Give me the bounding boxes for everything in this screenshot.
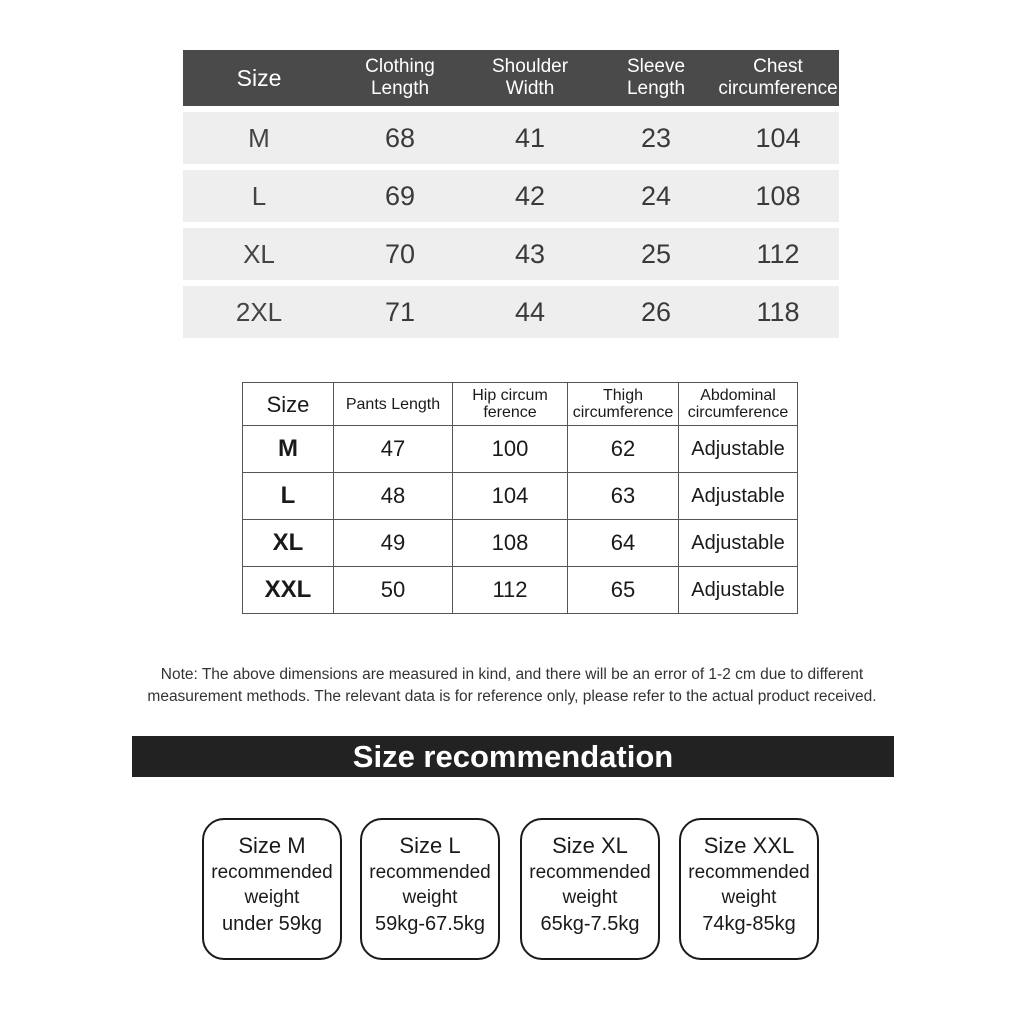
table-row xyxy=(243,473,798,520)
card-recommended: recommended xyxy=(529,862,651,883)
size-cell: XL xyxy=(243,238,275,269)
card-weight-label: weight xyxy=(244,887,300,908)
chest-cell: 108 xyxy=(755,180,801,211)
measurement-note xyxy=(120,664,904,708)
header-hip-circumference: Hip circum ference xyxy=(453,383,568,426)
card-size: Size XL xyxy=(552,833,628,858)
thigh-cell: 63 xyxy=(568,473,679,520)
clothing-length-cell: 70 xyxy=(384,238,416,269)
chest-cell: 118 xyxy=(756,296,800,327)
table-row xyxy=(243,426,798,473)
card-weight-label: weight xyxy=(562,887,618,908)
clothing-length-cell: 68 xyxy=(384,122,416,153)
hip-cell: 104 xyxy=(453,473,568,520)
pants-length-cell: 50 xyxy=(334,567,453,614)
card-weight-range: 59kg-67.5kg xyxy=(374,913,486,935)
pants-length-cell: 47 xyxy=(334,426,453,473)
hip-cell: 108 xyxy=(453,520,568,567)
shoulder-width-cell: 43 xyxy=(514,238,546,269)
pants-length-cell: 48 xyxy=(334,473,453,520)
hip-cell: 100 xyxy=(453,426,568,473)
shoulder-width-cell: 42 xyxy=(514,180,546,211)
size-cell: XL xyxy=(243,520,334,567)
chest-cell: 104 xyxy=(755,122,801,153)
shoulder-width-cell: 44 xyxy=(514,296,546,327)
header-size: Size xyxy=(243,383,334,426)
size-cell: XXL xyxy=(243,567,334,614)
header-clothing-length: Clothing Length xyxy=(365,56,435,99)
sleeve-length-cell: 23 xyxy=(640,122,672,153)
chest-cell: 112 xyxy=(756,238,800,269)
size-cell: L xyxy=(251,180,267,211)
table-row xyxy=(243,520,798,567)
recommendation-cards xyxy=(202,818,826,963)
card-weight-range: under 59kg xyxy=(221,913,323,935)
header-sleeve-length: Sleeve Length xyxy=(626,56,686,99)
abdominal-cell: Adjustable xyxy=(679,520,798,567)
table-row xyxy=(243,567,798,614)
card-weight-label: weight xyxy=(721,887,777,908)
pants-table-header xyxy=(243,383,798,426)
thigh-cell: 65 xyxy=(568,567,679,614)
shoulder-width-cell: 41 xyxy=(514,122,546,153)
card-size: Size L xyxy=(399,833,461,858)
pants-size-table xyxy=(242,382,798,614)
table-row xyxy=(183,112,839,164)
abdominal-cell: Adjustable xyxy=(679,426,798,473)
hip-cell: 112 xyxy=(453,567,568,614)
header-pants-length: Pants Length xyxy=(334,383,453,426)
pants-length-cell: 49 xyxy=(334,520,453,567)
card-weight-range: 65kg-7.5kg xyxy=(540,913,640,935)
size-cell: 2XL xyxy=(235,296,283,327)
abdominal-cell: Adjustable xyxy=(679,473,798,520)
sleeve-length-cell: 25 xyxy=(640,238,672,269)
table-row xyxy=(183,286,839,338)
thigh-cell: 62 xyxy=(568,426,679,473)
header-shoulder-width: Shoulder Width xyxy=(491,56,569,99)
header-thigh-circumference: Thigh circumference xyxy=(568,383,679,426)
card-size: Size XXL xyxy=(703,833,795,858)
card-weight-range: 74kg-85kg xyxy=(702,913,796,935)
sleeve-length-cell: 24 xyxy=(640,180,672,211)
tops-table-header xyxy=(183,50,839,106)
sleeve-length-cell: 26 xyxy=(640,296,672,327)
abdominal-cell: Adjustable xyxy=(679,567,798,614)
card-recommended: recommended xyxy=(369,862,491,883)
table-row xyxy=(183,170,839,222)
header-chest-circumference: Chest circumference xyxy=(718,56,838,99)
banner-title: Size recommendation xyxy=(352,738,674,774)
recommendation-card-xl xyxy=(520,818,660,960)
recommendation-card-m xyxy=(202,818,342,960)
card-weight-label: weight xyxy=(402,887,458,908)
recommendation-card-l xyxy=(360,818,500,960)
clothing-length-cell: 69 xyxy=(384,180,416,211)
tops-size-table xyxy=(183,50,839,338)
size-recommendation-banner xyxy=(132,736,894,777)
note-line-1: Note: The above dimensions are measured in kind, and there will be an error of 1-2 cm due to different xyxy=(160,666,864,683)
recommendation-card-xxl xyxy=(679,818,819,960)
header-abdominal-circumference: Abdominal circumference xyxy=(679,383,798,426)
clothing-length-cell: 71 xyxy=(384,296,416,327)
size-cell: L xyxy=(243,473,334,520)
table-row xyxy=(183,228,839,280)
size-cell: M xyxy=(248,122,270,153)
card-recommended: recommended xyxy=(688,862,810,883)
card-recommended: recommended xyxy=(211,862,333,883)
thigh-cell: 64 xyxy=(568,520,679,567)
note-line-2: measurement methods. The relevant data is for reference only, please refer to the actual product received. xyxy=(147,688,877,705)
header-size: Size xyxy=(236,65,282,91)
size-cell: M xyxy=(243,426,334,473)
card-size: Size M xyxy=(238,833,306,858)
